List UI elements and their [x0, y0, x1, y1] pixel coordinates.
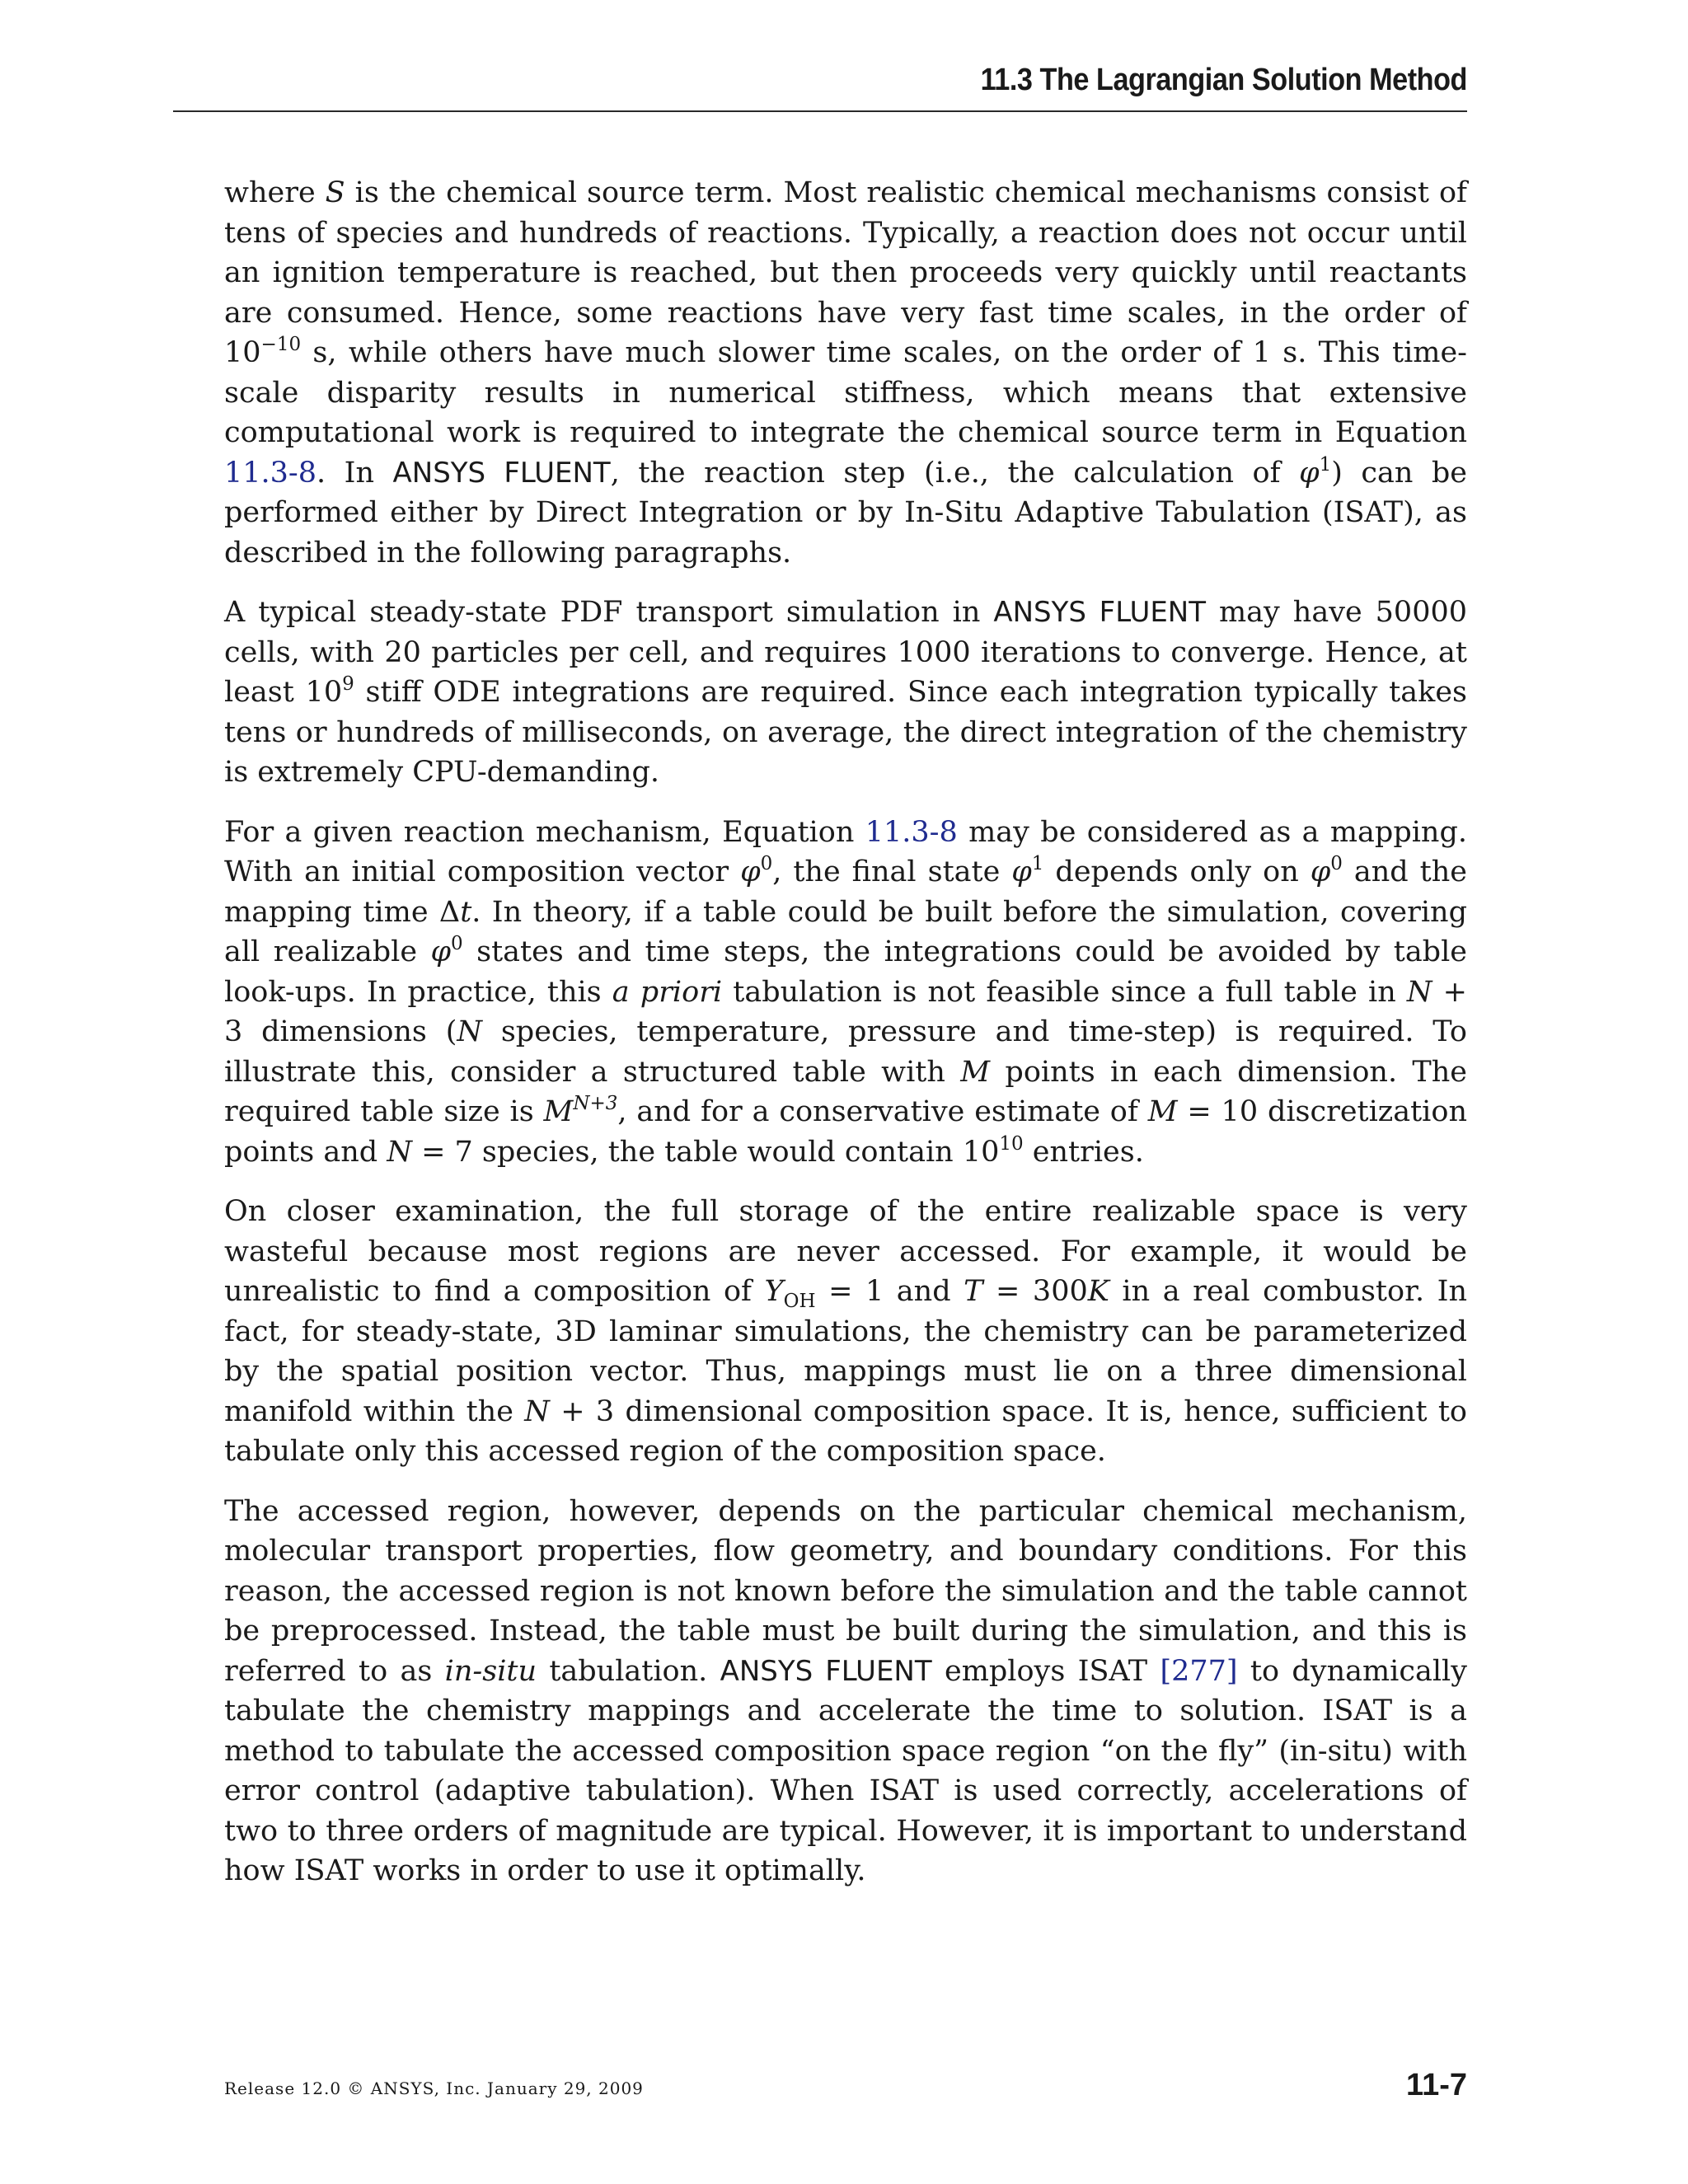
text-run: + 3 — [549, 1394, 615, 1428]
text-run: ) can be performed either by Direct Integration or by In-Situ Adaptive Tabulation (ISAT), as described in the following paragraphs. — [224, 456, 1467, 569]
math-symbol: t — [460, 895, 472, 929]
text-run: On closer examination, the full storage of the entire realizable space is very wasteful because most regions are never accessed. For example, it would be unrealistic to find a composition of — [224, 1195, 1467, 1308]
text-run: For a given reaction mechanism, Equation — [224, 815, 865, 849]
math-symbol: φ — [1310, 855, 1331, 888]
citation-link[interactable]: [277] — [1160, 1654, 1238, 1688]
text-run: s, while others have much slower time scales, on the order of 1 s. This time-scale disparity results in numerical stiffness, which means that extensive computational work is required to integrate the chemical source term in Equation — [224, 336, 1467, 449]
text-run: , and for a conservative estimate of — [617, 1095, 1148, 1128]
math-symbol: φ — [740, 855, 761, 888]
page-header — [173, 59, 1467, 112]
text-run: species, the table would contain 10 — [472, 1135, 1000, 1169]
math-symbol: φ — [1011, 855, 1032, 888]
superscript: 0 — [1330, 853, 1343, 874]
text-run: = 300 — [982, 1275, 1088, 1308]
text-run: = 1 and — [815, 1275, 964, 1308]
text-run: dimensional composition space. It is, hence, sufficient to tabulate only this accessed region of the composition space. — [224, 1394, 1467, 1468]
math-symbol: M — [543, 1095, 574, 1128]
text-run: is the chemical source term. Most realistic chemical mechanisms consist of tens of species and hundreds of reactions. Typically, a reaction does not occur until an ignition temperature is reached, but then proceeds very quickly until reactants are consumed. Hence, some reactions have very fast time scales, in the order of 10 — [224, 176, 1467, 369]
paragraph-5 — [224, 1492, 1467, 1891]
paragraph-2 — [224, 593, 1467, 793]
text-run: and the mapping time Δ — [224, 855, 1468, 929]
math-symbol: Y — [764, 1275, 784, 1308]
text-run: employs ISAT — [931, 1654, 1160, 1688]
math-symbol: M — [960, 1055, 991, 1089]
section-title: 11.3 The Lagrangian Solution Method — [980, 63, 1467, 97]
release-info: Release 12.0 © ANSYS, Inc. January 29, 2009 — [224, 2079, 644, 2098]
text-run: may have 50000 cells, with 20 particles per cell, and requires 1000 iterations to converge. Hence, at least 10 — [224, 596, 1467, 709]
text-run: tabulation. — [537, 1654, 720, 1688]
text-run: depends only on — [1043, 855, 1311, 888]
product-name: ANSYS FLUENT — [993, 596, 1207, 629]
text-run: in a real combustor. In fact, for steady-state, 3D laminar simulations, the chemistry can be parameterized by the spatial position vector. Thus, mappings must lie on a three dimensional manifold within the — [224, 1275, 1467, 1428]
superscript: 10 — [999, 1132, 1024, 1155]
text-run: entries. — [1023, 1135, 1144, 1169]
emphasis: in-situ — [444, 1654, 537, 1688]
text-run: A typical steady-state PDF transport simulation in — [224, 596, 994, 629]
superscript: 0 — [760, 853, 773, 874]
text-run: . In — [316, 456, 393, 490]
text-run: = 7 — [411, 1135, 473, 1169]
superscript: −10 — [260, 334, 302, 355]
product-name: ANSYS FLUENT — [392, 456, 611, 490]
paragraph-4 — [224, 1192, 1467, 1472]
math-symbol: T — [964, 1275, 983, 1308]
math-symbol: N — [524, 1394, 550, 1428]
math-symbol: N — [387, 1135, 412, 1169]
math-symbol: φ — [1299, 456, 1320, 490]
text-run: , the final state — [772, 855, 1012, 888]
text-run: discretization points and — [224, 1095, 1467, 1169]
body-text — [224, 173, 1467, 1911]
superscript: 9 — [342, 673, 354, 695]
text-run: may be considered as a mapping. With an initial composition vector — [224, 815, 1467, 888]
math-symbol: N — [457, 1015, 483, 1048]
text-run: . In theory, if a table could be built before the simulation, covering all realizable — [224, 895, 1467, 968]
superscript: N+3 — [573, 1093, 618, 1114]
superscript: 1 — [1319, 453, 1332, 476]
emphasis: a priori — [612, 975, 723, 1009]
equation-link[interactable]: 11.3-8 — [224, 456, 317, 490]
product-name: ANSYS FLUENT — [720, 1654, 932, 1688]
paragraph-1 — [224, 173, 1467, 573]
math-symbol: N — [1406, 975, 1432, 1009]
page-footer — [224, 2057, 1467, 2107]
text-run: stiff ODE integrations are required. Since each integration typically takes tens or hundreds of milliseconds, on average, the direct integration of the chemistry is extremely CPU-demanding. — [224, 676, 1467, 789]
text-run: species, temperature, pressure and time-step) is required. To illustrate this, consider a structured table with — [224, 1015, 1467, 1089]
text-run: tabulation is not feasible since a full table in — [722, 975, 1407, 1009]
text-run: , the reaction step (i.e., the calculation of — [610, 456, 1300, 490]
text-run: dimensions ( — [242, 1015, 457, 1048]
math-symbol: φ — [430, 935, 452, 968]
text-run: The accessed region, however, depends on the particular chemical mechanism, molecular transport properties, flow geometry, and boundary conditions. For this reason, the accessed region is not known before the simulation and the table cannot be preprocessed. Instead, the table must be built during the simulation, and this is referred to as — [224, 1494, 1467, 1688]
math-symbol: M — [1147, 1095, 1178, 1128]
superscript: 1 — [1031, 853, 1044, 874]
page-number: 11-7 — [1406, 2068, 1467, 2102]
math-symbol: K — [1087, 1275, 1109, 1308]
paragraph-3 — [224, 813, 1467, 1173]
text-run: + 3 — [224, 975, 1467, 1048]
superscript: 0 — [451, 933, 463, 954]
subscript: OH — [783, 1291, 816, 1312]
text-run: to dynamically tabulate the chemistry mappings and accelerate the time to solution. ISAT is a method to tabulate the accessed composition space region “on the fly” (in-situ) with error control (adaptive tabulation). When ISAT is used correctly, accelerations of two to three orders of magnitude are typical. However, it is important to understand how ISAT works in order to use it optimally. — [224, 1654, 1467, 1887]
text-run: states and time steps, the integrations could be avoided by table look-ups. In practice, this — [224, 935, 1467, 1009]
math-symbol: S — [325, 176, 345, 209]
text-run: = 10 — [1177, 1095, 1259, 1128]
text-run: where — [224, 176, 326, 209]
equation-link[interactable]: 11.3-8 — [865, 815, 958, 849]
text-run: points in each dimension. The required table size is — [224, 1055, 1468, 1128]
